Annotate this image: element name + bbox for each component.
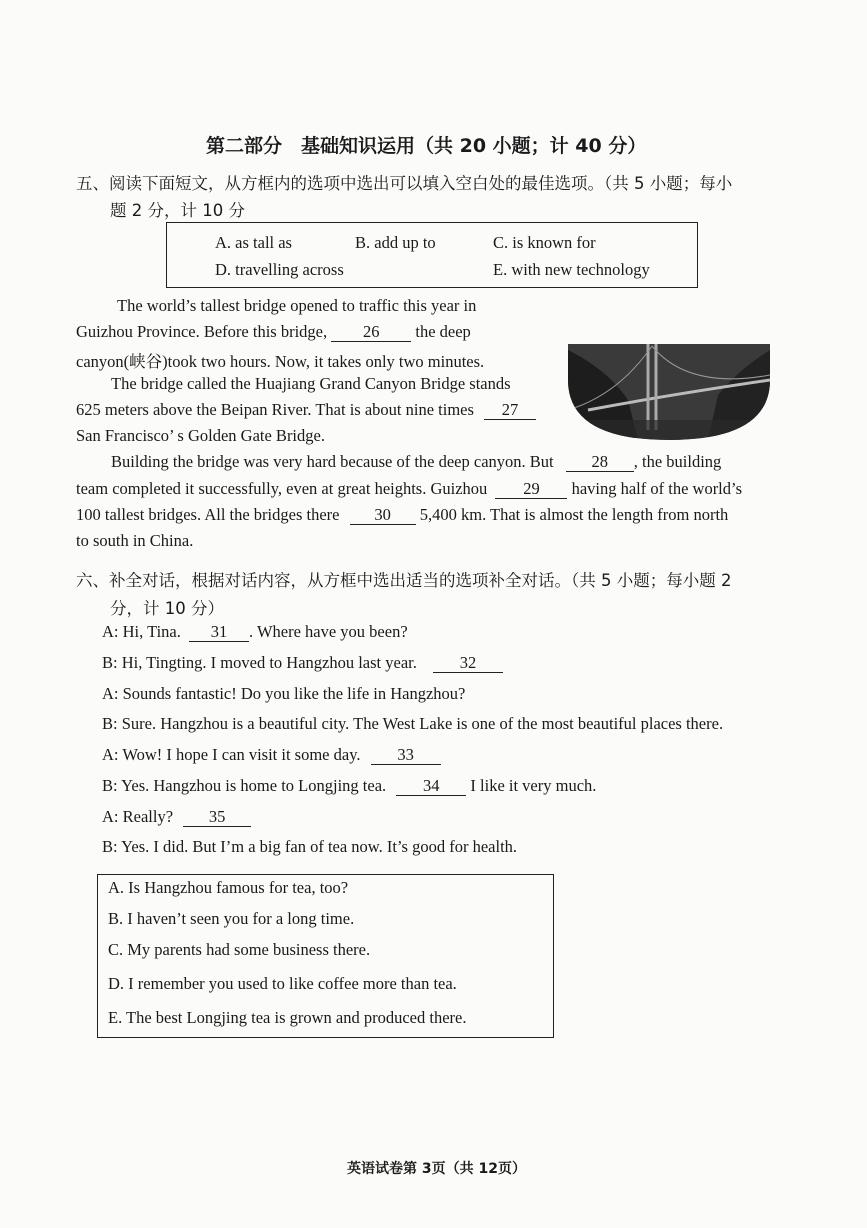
blank-30[interactable]: 30 <box>350 507 416 525</box>
dialogue-line <box>102 653 503 673</box>
part6-option-d: D. I remember you used to like coffee more than tea. <box>108 974 457 993</box>
passage-line: canyon(峡谷)took two hours. Now, it takes only two minutes. <box>76 352 485 371</box>
part5-instruction-line2: 题 2 分，计 10 分 <box>110 201 245 220</box>
part5-option-a: A. as tall as <box>215 233 292 252</box>
passage-text: the deep <box>415 322 471 341</box>
blank-26[interactable]: 26 <box>331 324 411 342</box>
passage-line: The world’s tallest bridge opened to traffic this year in <box>117 296 477 315</box>
blank-35[interactable]: 35 <box>183 809 251 827</box>
part5-option-box <box>166 222 698 288</box>
dialogue-line: A: Hi, Tina. 31 . Where have you been? <box>102 622 408 641</box>
part5-option-b: B. add up to <box>355 233 436 252</box>
passage-line <box>76 505 728 525</box>
passage-text: 100 tallest bridges. All the bridges there <box>76 505 340 524</box>
dialogue-text: Where have you been? <box>256 622 408 641</box>
part5-option-e: E. with new technology <box>493 260 650 279</box>
dialogue-text: B: Hi, Tingting. I moved to Hangzhou last year. <box>102 653 417 672</box>
dialogue-text: I like it very much. <box>470 776 597 795</box>
dialogue-text: B: Yes. Hangzhou is home to Longjing tea. <box>102 776 387 795</box>
passage-text: , the building <box>633 452 722 471</box>
blank-29[interactable]: 29 <box>495 481 567 499</box>
part5-option-d: D. travelling across <box>215 260 344 279</box>
dialogue-line <box>102 807 251 827</box>
dialogue-text: A: Really? <box>102 807 174 826</box>
page-footer: 英语试卷第 3页（共 12页） <box>347 1161 526 1177</box>
passage-line <box>76 479 742 499</box>
passage-text: 625 meters above the Beipan River. That is about nine times <box>76 400 474 419</box>
blank-31[interactable]: 31 <box>189 624 249 642</box>
passage-text: 5,400 km. That is almost the length from north <box>419 505 729 524</box>
bridge-photo <box>568 340 770 440</box>
part6-option-c: C. My parents had some business there. <box>108 940 371 959</box>
part6-option-b: B. I haven’t seen you for a long time. <box>108 909 355 928</box>
blank-34[interactable]: 34 <box>396 778 466 796</box>
passage-line: San Francisco’ s Golden Gate Bridge. <box>76 426 325 445</box>
dialogue-line: B: Sure. Hangzhou is a beautiful city. The West Lake is one of the most beautiful places there. <box>102 714 724 733</box>
part6-instruction-line1: 六、补全对话，根据对话内容，从方框中选出适当的选项补全对话。（共 5 小题；每小题 2 <box>76 571 732 590</box>
dialogue-line <box>102 745 441 765</box>
part6-option-box <box>97 874 554 1038</box>
blank-33[interactable]: 33 <box>371 747 441 765</box>
dialogue-line: B: Yes. I did. But I’m a big fan of tea now. It’s good for health. <box>102 837 518 856</box>
part6-option-a: A. Is Hangzhou famous for tea, too? <box>108 878 349 897</box>
passage-line <box>76 322 471 342</box>
blank-32[interactable]: 32 <box>433 655 503 673</box>
passage-text: having half of the world’s <box>571 479 743 498</box>
section-title: 第二部分 基础知识运用（共 20 小题；计 40 分） <box>206 135 647 157</box>
blank-28[interactable]: 28 <box>566 454 634 472</box>
dialogue-text: A: Wow! I hope I can visit it some day. <box>102 745 361 764</box>
part6-instruction-line2: 分，计 10 分） <box>110 599 224 618</box>
part5-option-c: C. is known for <box>493 233 596 252</box>
blank-27[interactable]: 27 <box>484 402 536 420</box>
passage-line <box>76 400 536 420</box>
dialogue-line: A: Sounds fantastic! Do you like the life in Hangzhou? <box>102 684 466 703</box>
passage-line: to south in China. <box>76 531 194 550</box>
part5-instruction-line1: 五、阅读下面短文，从方框内的选项中选出可以填入空白处的最佳选项。（共 5 小题；每小 <box>76 174 733 193</box>
dialogue-line <box>102 776 596 796</box>
passage-text: Building the bridge was very hard because of the deep canyon. But <box>111 452 554 471</box>
passage-text: team completed it successfully, even at great heights. Guizhou <box>76 479 488 498</box>
part6-option-e: E. The best Longjing tea is grown and produced there. <box>108 1008 467 1027</box>
dialogue-text: A: Hi, Tina. <box>102 622 181 641</box>
passage-line: The bridge called the Huajiang Grand Canyon Bridge stands <box>111 374 511 393</box>
passage-text: Guizhou Province. Before this bridge, <box>76 322 328 341</box>
passage-line <box>111 452 721 472</box>
